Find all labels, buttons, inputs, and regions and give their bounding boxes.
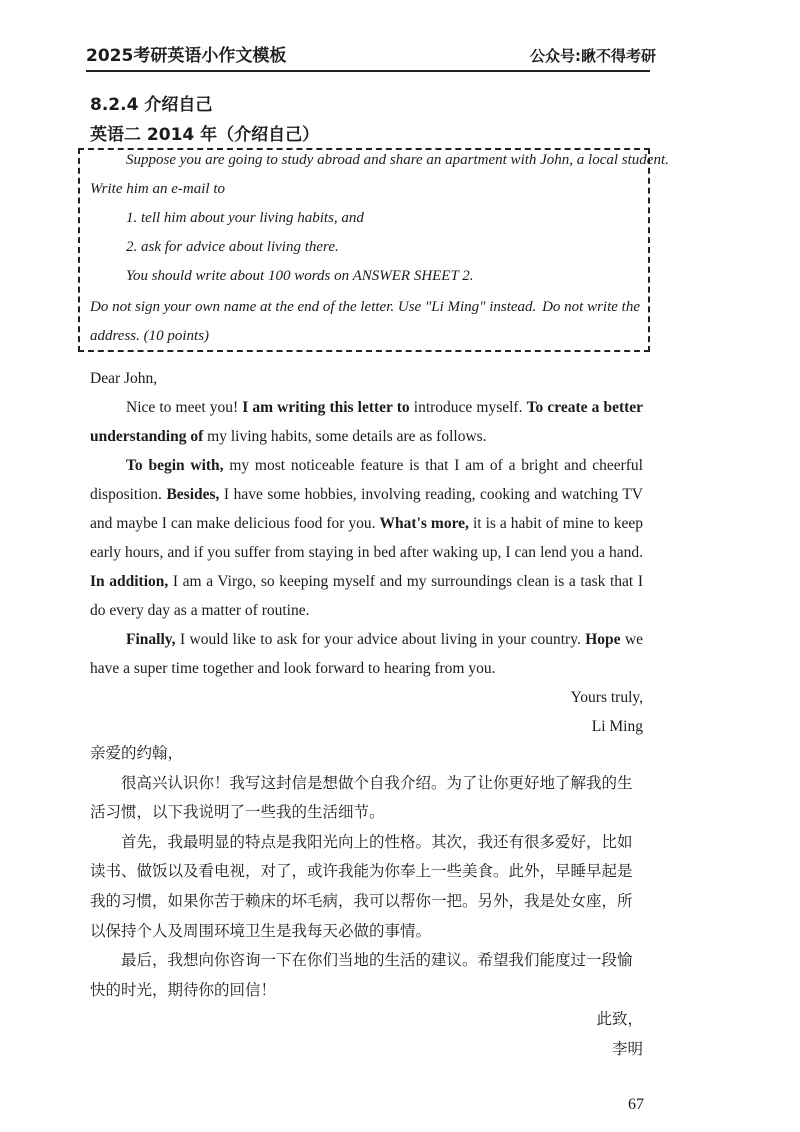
letter-paragraph	[90, 393, 643, 451]
letter-text: I am a Virgo, so keeping myself and my surroundings clean is a task that I do every day as a matter of routine.	[90, 573, 643, 619]
translation-signature: 李明	[611, 1039, 643, 1058]
letter-bold-phrase: In addition,	[90, 573, 169, 590]
letter-bold-phrase: To begin with,	[126, 457, 224, 474]
translation-paragraph: 最后，我想向你咨询一下在你们当地的生活的建议。希望我们能度过一段愉快的时光，期待你的回信！	[90, 951, 633, 999]
task-line: Do not sign your own name at the end of the letter. Use "Li Ming" instead.	[90, 299, 537, 315]
section-heading: 8.2.4 介绍自己	[90, 95, 213, 115]
translation-paragraph: 首先，我最明显的特点是我阳光向上的性格。其次，我还有很多爱好，比如读书、做饭以及看电视，对了，或许我能为你奉上一些美食。此外，早睡早起是我的习惯，如果你苦于赖床的坏毛病，我可以帮你一把。另外，我是处女座，所以保持个人及周围环境卫生是我每天必做的事情。	[90, 832, 633, 940]
letter-bold-phrase: Besides,	[166, 486, 220, 503]
letter-text: I would like to ask for your advice about living in your country.	[179, 631, 581, 648]
letter-paragraph	[90, 451, 643, 625]
letter-paragraph	[90, 625, 643, 683]
letter-bold-phrase: To create a better understanding of	[90, 399, 644, 445]
letter-text: it is a habit of mine to keep early hours, and if you suffer from staying in bed after waking up, I can lend you a hand.	[90, 515, 644, 561]
letter-closing: Yours truly,	[570, 689, 643, 706]
task-line: You should write about 100 words on ANSWER SHEET 2.	[126, 268, 474, 284]
letter-text: I have some hobbies, involving reading, cooking and watching TV and maybe I can make delicious food for you.	[90, 486, 644, 532]
letter-signature: Li Ming	[591, 718, 643, 735]
english-letter	[90, 364, 643, 741]
exam-subheading: 英语二 2014 年（介绍自己）	[90, 125, 320, 145]
task-line: Write him an e-mail to	[90, 181, 225, 197]
letter-bold-phrase: I am writing this letter to	[242, 399, 410, 416]
task-line: Suppose you are going to study abroad and share an apartment with John, a local student.	[126, 152, 669, 168]
writing-task-box	[78, 148, 669, 352]
letter-text: we have a super time together and look forward to hearing from you.	[90, 631, 644, 677]
translation-salutation: 亲爱的约翰，	[90, 744, 184, 762]
translation-closing: 此致，	[596, 1010, 643, 1029]
letter-bold-phrase: Hope	[585, 631, 621, 648]
letter-text: my living habits, some details are as follows.	[207, 428, 487, 445]
chinese-translation	[90, 739, 643, 1065]
letter-text: my most noticeable feature is that I am of a bright and cheerful disposition.	[90, 457, 643, 503]
letter-bold-phrase: What's more,	[379, 515, 469, 532]
task-line: address. (10 points)	[90, 328, 210, 344]
translation-paragraph: 很高兴认识你！我写这封信是想做个自我介绍。为了让你更好地了解我的生活习惯，以下我说明了一些我的生活细节。	[90, 773, 633, 822]
letter-bold-phrase: Finally,	[126, 631, 176, 648]
header-account-name: 公众号:瞅不得考研	[530, 47, 656, 65]
header-book-title: 2025考研英语小作文模板	[86, 46, 287, 66]
running-header	[86, 36, 656, 72]
task-line: 2. ask for advice about living there.	[126, 239, 339, 255]
letter-text: introduce myself.	[413, 399, 523, 416]
letter-text: Nice to meet you!	[126, 399, 239, 416]
task-line: Do not write the	[542, 299, 640, 315]
task-line: 1. tell him about your living habits, and	[126, 210, 364, 226]
letter-salutation: Dear John,	[90, 370, 158, 387]
page-number: 67	[628, 1096, 644, 1113]
